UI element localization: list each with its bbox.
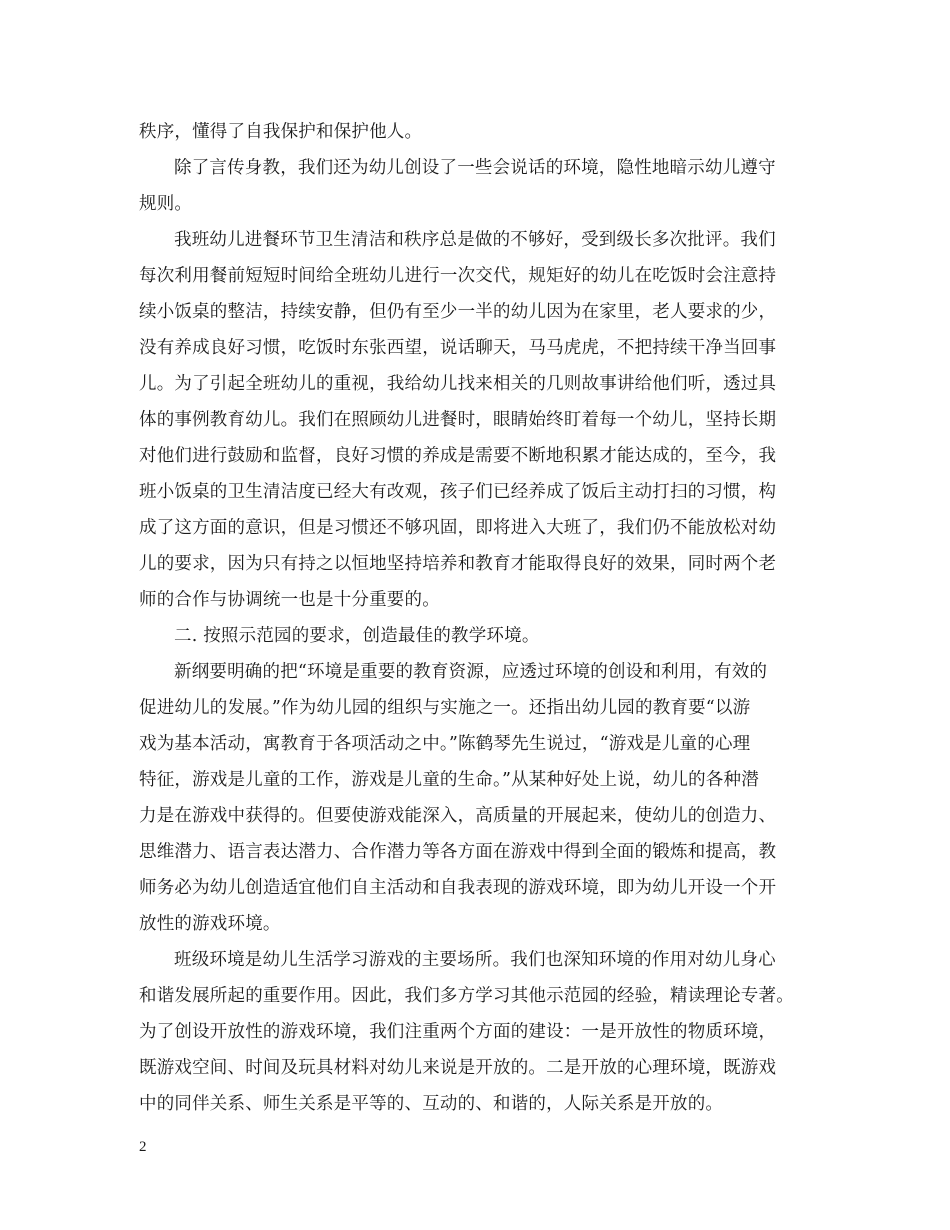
text-line: 戏为基本活动，寓教育于各项活动之中。”陈鹤琴先生说过，“游戏是儿童的心理 <box>139 734 751 754</box>
text-line: 新纲要明确的把“环境是重要的教育资源，应透过环境的创设和利用，有效的 <box>174 662 768 682</box>
text-line: 每次利用餐前短短时间给全班幼儿进行一次交代，规矩好的幼儿在吃饭时会注意持 <box>139 266 777 286</box>
section-heading: 二. 按照示范园的要求，创造最佳的教学环境。 <box>174 626 540 646</box>
text-line: 体的事例教育幼儿。我们在照顾幼儿进餐时，眼睛始终盯着每一个幼儿，坚持长期 <box>139 410 777 430</box>
text-line: 我班幼儿进餐环节卫生清洁和秩序总是做的不够好，受到级长多次批评。我们 <box>174 230 776 250</box>
text-line: 成了这方面的意识，但是习惯还不够巩固，即将进入大班了，我们仍不能放松对幼 <box>139 518 777 538</box>
text-line: 师务必为幼儿创造适宜他们自主活动和自我表现的游戏环境，即为幼儿开设一个开 <box>139 878 777 898</box>
page-number: 2 <box>139 1139 147 1155</box>
text-line: 为了创设开放性的游戏环境，我们注重两个方面的建设：一是开放性的物质环境， <box>139 1022 777 1042</box>
text-line: 促进幼儿的发展。”作为幼儿园的组织与实施之一。还指出幼儿园的教育要“以游 <box>139 698 751 718</box>
text-line: 儿。为了引起全班幼儿的重视，我给幼儿找来相关的几则故事讲给他们听，透过具 <box>139 374 777 394</box>
text-line: 既游戏空间、时间及玩具材料对幼儿来说是开放的。二是开放的心理环境，既游戏 <box>139 1058 777 1078</box>
text-line: 思维潜力、语言表达潜力、合作潜力等各方面在游戏中得到全面的锻炼和提高，教 <box>139 842 777 862</box>
document-body <box>139 114 819 1122</box>
text-line: 中的同伴关系、师生关系是平等的、互动的、和谐的，人际关系是开放的。 <box>139 1094 724 1114</box>
text-line: 规则。 <box>139 194 193 214</box>
text-line: 力是在游戏中获得的。但要使游戏能深入，高质量的开展起来，使幼儿的创造力、 <box>139 806 777 826</box>
text-line: 和谐发展所起的重要作用。因此，我们多方学习其他示范园的经验，精读理论专著。 <box>139 986 794 1006</box>
text-line: 特征，游戏是儿童的工作，游戏是儿童的生命。”从某种好处上说，幼儿的各种潜 <box>139 770 759 790</box>
text-line: 除了言传身教，我们还为幼儿创设了一些会说话的环境，隐性地暗示幼儿遵守 <box>174 158 776 178</box>
text-line: 没有养成良好习惯，吃饭时东张西望，说话聊天，马马虎虎，不把持续干净当回事 <box>139 338 777 358</box>
text-line: 对他们进行鼓励和监督，良好习惯的养成是需要不断地积累才能达成的，至今，我 <box>139 446 777 466</box>
text-line: 班级环境是幼儿生活学习游戏的主要场所。我们也深知环境的作用对幼儿身心 <box>174 950 776 970</box>
text-line: 儿的要求，因为只有持之以恒地坚持培养和教育才能取得良好的效果，同时两个老 <box>139 554 777 574</box>
text-line: 师的合作与协调统一也是十分重要的。 <box>139 590 440 610</box>
text-line: 秩序，懂得了自我保护和保护他人。 <box>139 122 423 142</box>
text-line: 续小饭桌的整洁，持续安静，但仍有至少一半的幼儿因为在家里，老人要求的少， <box>139 302 777 322</box>
text-line: 班小饭桌的卫生清洁度已经大有改观，孩子们已经养成了饭后主动打扫的习惯，构 <box>139 482 777 502</box>
text-line: 放性的游戏环境。 <box>139 914 281 934</box>
